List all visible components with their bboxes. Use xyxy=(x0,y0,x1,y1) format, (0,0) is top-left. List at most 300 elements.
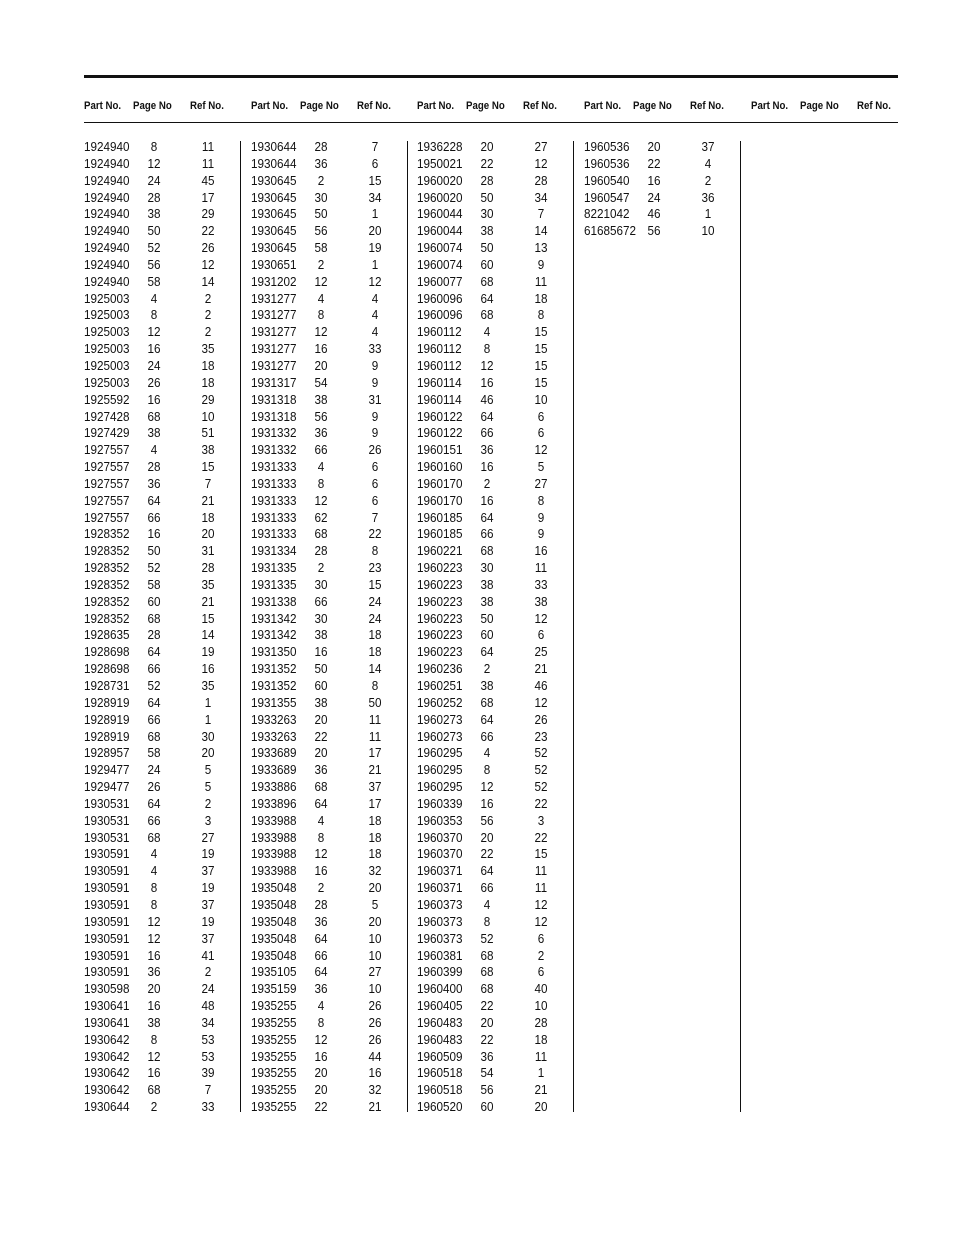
ref-number: 11 xyxy=(201,155,215,171)
page-number: 64 xyxy=(314,795,328,811)
ref-number: 18 xyxy=(534,290,548,306)
ref-number: 17 xyxy=(201,189,215,205)
ref-number: 11 xyxy=(368,711,382,727)
part-number: 1927557 xyxy=(84,509,130,525)
part-number: 1924940 xyxy=(84,172,130,188)
page-number: 16 xyxy=(147,391,161,407)
index-row xyxy=(251,964,401,981)
page-number: 60 xyxy=(480,627,494,643)
ref-number: 3 xyxy=(204,812,212,828)
part-number: 1960223 xyxy=(417,644,463,660)
part-number: 1933988 xyxy=(251,812,297,828)
part-number: 1960074 xyxy=(417,240,463,256)
page-number: 68 xyxy=(147,1082,161,1098)
ref-number: 14 xyxy=(201,627,215,643)
index-row xyxy=(251,493,401,510)
ref-number: 33 xyxy=(534,576,548,592)
part-number: 1960114 xyxy=(417,374,462,390)
ref-number: 20 xyxy=(201,526,215,542)
ref-number: 19 xyxy=(201,880,215,896)
ref-number: 20 xyxy=(201,745,215,761)
header-ref-no: Ref No. xyxy=(190,100,224,112)
index-row xyxy=(417,156,567,173)
index-row xyxy=(417,1049,567,1066)
ref-number: 48 xyxy=(201,998,215,1014)
page-number: 66 xyxy=(314,947,328,963)
part-number: 1930642 xyxy=(84,1031,130,1047)
ref-number: 45 xyxy=(201,172,215,188)
column-divider xyxy=(407,141,408,1112)
part-number: 1931335 xyxy=(251,576,297,592)
part-number: 1960223 xyxy=(417,627,463,643)
index-row xyxy=(84,392,234,409)
ref-number: 22 xyxy=(534,795,548,811)
page-number: 36 xyxy=(147,475,161,491)
ref-number: 32 xyxy=(368,1082,382,1098)
header-part-no: Part No. xyxy=(584,100,622,112)
index-row xyxy=(417,307,567,324)
page-number: 20 xyxy=(314,711,328,727)
part-number: 1960223 xyxy=(417,560,463,576)
index-row xyxy=(584,156,734,173)
page-number: 64 xyxy=(480,408,494,424)
column-divider xyxy=(740,141,741,1112)
page-number: 12 xyxy=(147,1048,161,1064)
index-row xyxy=(251,729,401,746)
ref-number: 22 xyxy=(201,223,215,239)
page-number: 2 xyxy=(150,1099,158,1115)
page-number: 24 xyxy=(147,172,161,188)
index-row xyxy=(84,459,234,476)
index-row xyxy=(251,661,401,678)
header-part-no: Part No. xyxy=(84,100,122,112)
page-number: 64 xyxy=(480,290,494,306)
ref-number: 10 xyxy=(534,391,548,407)
index-row xyxy=(251,779,401,796)
index-row xyxy=(251,510,401,527)
page-number: 64 xyxy=(147,644,161,660)
ref-number: 1 xyxy=(537,1065,545,1081)
page-number: 46 xyxy=(647,206,661,222)
part-number: 1925003 xyxy=(84,324,130,340)
part-number: 1931332 xyxy=(251,442,297,458)
part-number: 1960295 xyxy=(417,762,463,778)
page-number: 4 xyxy=(483,896,491,912)
page-number: 26 xyxy=(147,374,161,390)
ref-number: 2 xyxy=(204,324,212,340)
page-number: 38 xyxy=(480,576,494,592)
page-number: 68 xyxy=(480,307,494,323)
part-number: 1960400 xyxy=(417,981,463,997)
ref-number: 11 xyxy=(534,880,548,896)
page-number: 16 xyxy=(147,341,161,357)
index-row xyxy=(84,863,234,880)
page-number: 56 xyxy=(314,408,328,424)
page-number: 30 xyxy=(314,189,328,205)
page-number: 2 xyxy=(317,560,325,576)
ref-number: 35 xyxy=(201,678,215,693)
page-number: 58 xyxy=(147,745,161,761)
index-row xyxy=(84,948,234,965)
page-number: 50 xyxy=(147,543,161,559)
page-number: 36 xyxy=(314,913,328,929)
part-number: 1960236 xyxy=(417,661,463,677)
index-row xyxy=(417,863,567,880)
page-number: 66 xyxy=(147,661,161,677)
page-number: 8 xyxy=(317,307,325,323)
page-number: 60 xyxy=(314,678,328,693)
part-number: 1960112 xyxy=(417,324,462,340)
part-number: 1960170 xyxy=(417,475,463,491)
page-number: 4 xyxy=(150,846,158,862)
page-number: 50 xyxy=(314,206,328,222)
page-number: 36 xyxy=(314,981,328,997)
part-number: 1960273 xyxy=(417,711,463,727)
part-number: 1928352 xyxy=(84,543,130,559)
page-number: 38 xyxy=(314,391,328,407)
part-number: 1960273 xyxy=(417,728,463,744)
header-part-no: Part No. xyxy=(251,100,289,112)
page-number: 20 xyxy=(480,1014,494,1030)
page-number: 64 xyxy=(480,711,494,727)
page-number: 22 xyxy=(480,846,494,862)
ref-number: 53 xyxy=(201,1031,215,1047)
ref-number: 28 xyxy=(534,1014,548,1030)
index-row xyxy=(417,257,567,274)
page-number: 8 xyxy=(483,913,491,929)
header-page-no: Page No xyxy=(300,100,339,112)
part-number: 1960295 xyxy=(417,779,463,795)
index-row xyxy=(84,156,234,173)
index-row xyxy=(84,442,234,459)
page-number: 4 xyxy=(317,998,325,1014)
ref-number: 9 xyxy=(537,526,545,542)
part-number: 1931333 xyxy=(251,492,297,508)
ref-number: 27 xyxy=(534,475,548,491)
part-number: 1927557 xyxy=(84,442,130,458)
page-number: 12 xyxy=(314,846,328,862)
part-number: 1931333 xyxy=(251,509,297,525)
part-number: 1930591 xyxy=(84,880,130,896)
index-row xyxy=(251,190,401,207)
page-number: 38 xyxy=(314,627,328,643)
index-row xyxy=(417,1032,567,1049)
page-number: 66 xyxy=(480,425,494,441)
part-number: 1925003 xyxy=(84,357,130,373)
index-row xyxy=(84,644,234,661)
index-row xyxy=(84,526,234,543)
ref-number: 9 xyxy=(371,408,379,424)
ref-number: 28 xyxy=(534,172,548,188)
header-ref-no: Ref No. xyxy=(857,100,891,112)
index-row xyxy=(84,897,234,914)
page-number: 56 xyxy=(647,223,661,239)
page-number: 16 xyxy=(314,644,328,660)
ref-number: 12 xyxy=(534,896,548,912)
page-number: 4 xyxy=(483,324,491,340)
index-row xyxy=(84,425,234,442)
part-number: 1960074 xyxy=(417,256,463,272)
part-number: 1930531 xyxy=(84,795,130,811)
page-number: 68 xyxy=(480,981,494,997)
part-number: 1930641 xyxy=(84,1014,130,1030)
page-number: 38 xyxy=(480,223,494,239)
index-row xyxy=(417,190,567,207)
page-number: 8 xyxy=(150,1031,158,1047)
ref-number: 8 xyxy=(537,307,545,323)
ref-number: 9 xyxy=(371,357,379,373)
index-row xyxy=(251,931,401,948)
part-number: 1960373 xyxy=(417,930,463,946)
index-row xyxy=(251,375,401,392)
page-number: 30 xyxy=(314,610,328,626)
part-number: 1960185 xyxy=(417,526,463,542)
page-number: 60 xyxy=(147,593,161,609)
ref-number: 36 xyxy=(701,189,715,205)
ref-number: 20 xyxy=(368,223,382,239)
part-number: 1930591 xyxy=(84,896,130,912)
part-number: 1933263 xyxy=(251,711,297,727)
part-number: 1960353 xyxy=(417,812,463,828)
index-row xyxy=(251,644,401,661)
ref-number: 20 xyxy=(534,1099,548,1115)
part-number: 1960483 xyxy=(417,1014,463,1030)
index-row xyxy=(251,914,401,931)
ref-number: 31 xyxy=(201,543,215,559)
page-number: 2 xyxy=(483,475,491,491)
part-number: 1935048 xyxy=(251,880,297,896)
index-row xyxy=(84,139,234,156)
part-number: 1931333 xyxy=(251,475,297,491)
part-number: 1933988 xyxy=(251,829,297,845)
page-number: 8 xyxy=(150,880,158,896)
part-number: 1928919 xyxy=(84,711,130,727)
index-row xyxy=(417,1082,567,1099)
ref-number: 37 xyxy=(201,896,215,912)
part-number: 1927428 xyxy=(84,408,130,424)
ref-number: 52 xyxy=(534,745,548,761)
index-row xyxy=(84,627,234,644)
index-row xyxy=(251,257,401,274)
index-row xyxy=(84,964,234,981)
header-rule xyxy=(84,122,898,123)
ref-number: 11 xyxy=(534,273,548,289)
index-row xyxy=(84,1032,234,1049)
part-number: 1960483 xyxy=(417,1031,463,1047)
ref-number: 33 xyxy=(368,341,382,357)
index-row xyxy=(251,863,401,880)
part-number: 1935255 xyxy=(251,1065,297,1081)
page-number: 8 xyxy=(317,1014,325,1030)
header-ref-no: Ref No. xyxy=(690,100,724,112)
index-row xyxy=(84,661,234,678)
ref-number: 6 xyxy=(537,964,545,980)
page-number: 8 xyxy=(150,896,158,912)
page-number: 68 xyxy=(480,273,494,289)
part-number: 1924940 xyxy=(84,155,130,171)
index-row xyxy=(251,156,401,173)
index-row xyxy=(84,510,234,527)
part-number: 1960096 xyxy=(417,290,463,306)
page-number: 58 xyxy=(147,273,161,289)
page-number: 26 xyxy=(147,779,161,795)
index-row xyxy=(417,392,567,409)
index-row xyxy=(251,274,401,291)
part-number: 1931318 xyxy=(251,408,297,424)
part-number: 1930591 xyxy=(84,863,130,879)
part-number: 1935105 xyxy=(251,964,297,980)
ref-number: 4 xyxy=(704,155,712,171)
ref-number: 15 xyxy=(534,357,548,373)
part-number: 1960251 xyxy=(417,678,463,693)
ref-number: 38 xyxy=(201,442,215,458)
part-number: 1960547 xyxy=(584,189,630,205)
part-number: 1960399 xyxy=(417,964,463,980)
page-number: 20 xyxy=(647,139,661,154)
part-number: 1930531 xyxy=(84,812,130,828)
ref-number: 22 xyxy=(534,829,548,845)
ref-number: 5 xyxy=(371,896,379,912)
ref-number: 1 xyxy=(204,711,212,727)
part-number: 1930645 xyxy=(251,240,297,256)
page-number: 68 xyxy=(147,610,161,626)
index-row xyxy=(251,594,401,611)
page-number: 50 xyxy=(147,223,161,239)
part-number: 1933689 xyxy=(251,745,297,761)
page-number: 16 xyxy=(314,1048,328,1064)
part-number: 1928352 xyxy=(84,593,130,609)
page-number: 68 xyxy=(480,694,494,710)
part-number: 1960112 xyxy=(417,357,462,373)
page-number: 60 xyxy=(480,256,494,272)
page-number: 30 xyxy=(480,206,494,222)
page-number: 38 xyxy=(314,694,328,710)
page-number: 64 xyxy=(314,964,328,980)
ref-number: 30 xyxy=(201,728,215,744)
index-row xyxy=(251,830,401,847)
index-row xyxy=(84,543,234,560)
ref-number: 12 xyxy=(534,155,548,171)
page-number: 12 xyxy=(314,273,328,289)
index-row xyxy=(417,510,567,527)
page-number: 4 xyxy=(317,459,325,475)
page-number: 4 xyxy=(317,812,325,828)
index-row xyxy=(251,1099,401,1116)
part-number: 1931317 xyxy=(251,374,297,390)
index-row xyxy=(251,240,401,257)
top-rule xyxy=(84,75,898,78)
ref-number: 8 xyxy=(537,492,545,508)
part-number: 1960077 xyxy=(417,273,463,289)
part-number: 1935048 xyxy=(251,947,297,963)
page-number: 16 xyxy=(314,863,328,879)
part-number: 61685672 xyxy=(584,223,637,239)
ref-number: 23 xyxy=(368,560,382,576)
index-row xyxy=(84,291,234,308)
page-number: 38 xyxy=(147,425,161,441)
page-number: 22 xyxy=(314,728,328,744)
index-row xyxy=(84,324,234,341)
part-number: 1960044 xyxy=(417,206,463,222)
ref-number: 15 xyxy=(534,324,548,340)
part-number: 1924940 xyxy=(84,189,130,205)
index-row xyxy=(251,1065,401,1082)
page-number: 12 xyxy=(147,324,161,340)
index-row xyxy=(251,459,401,476)
ref-number: 2 xyxy=(204,307,212,323)
page-number: 28 xyxy=(480,172,494,188)
index-row xyxy=(417,627,567,644)
page-number: 12 xyxy=(314,324,328,340)
ref-number: 17 xyxy=(368,795,382,811)
part-number: 1927557 xyxy=(84,492,130,508)
ref-number: 2 xyxy=(204,795,212,811)
index-row xyxy=(251,745,401,762)
part-number: 1924940 xyxy=(84,256,130,272)
index-row xyxy=(417,1099,567,1116)
part-number: 1928957 xyxy=(84,745,130,761)
index-row xyxy=(417,897,567,914)
ref-number: 5 xyxy=(204,779,212,795)
part-number: 1927557 xyxy=(84,475,130,491)
ref-number: 20 xyxy=(368,880,382,896)
ref-number: 46 xyxy=(534,678,548,693)
part-number: 1950021 xyxy=(417,155,463,171)
part-number: 1960405 xyxy=(417,998,463,1014)
index-row xyxy=(84,577,234,594)
ref-number: 26 xyxy=(368,1031,382,1047)
index-row xyxy=(251,1049,401,1066)
page-number: 24 xyxy=(647,189,661,205)
ref-number: 34 xyxy=(201,1014,215,1030)
page-number: 68 xyxy=(480,947,494,963)
page-number: 56 xyxy=(480,1082,494,1098)
index-row xyxy=(251,796,401,813)
part-number: 1931352 xyxy=(251,661,297,677)
ref-number: 44 xyxy=(368,1048,382,1064)
ref-number: 31 xyxy=(368,391,382,407)
index-row xyxy=(417,611,567,628)
part-number: 1935048 xyxy=(251,913,297,929)
ref-number: 37 xyxy=(201,930,215,946)
page-number: 30 xyxy=(480,560,494,576)
index-row xyxy=(251,139,401,156)
ref-number: 18 xyxy=(534,1031,548,1047)
ref-number: 7 xyxy=(371,509,379,525)
ref-number: 18 xyxy=(201,509,215,525)
index-row xyxy=(84,846,234,863)
index-row xyxy=(84,594,234,611)
ref-number: 26 xyxy=(368,998,382,1014)
page-number: 8 xyxy=(483,341,491,357)
ref-number: 27 xyxy=(201,829,215,845)
ref-number: 39 xyxy=(201,1065,215,1081)
index-row xyxy=(251,998,401,1015)
part-number: 1930642 xyxy=(84,1082,130,1098)
ref-number: 17 xyxy=(368,745,382,761)
page-number: 56 xyxy=(480,812,494,828)
page-number: 8 xyxy=(150,307,158,323)
part-number: 1930641 xyxy=(84,998,130,1014)
index-row xyxy=(84,476,234,493)
ref-number: 26 xyxy=(368,442,382,458)
ref-number: 15 xyxy=(368,576,382,592)
ref-number: 18 xyxy=(368,627,382,643)
page-number: 16 xyxy=(147,526,161,542)
ref-number: 19 xyxy=(368,240,382,256)
part-number: 1931333 xyxy=(251,459,297,475)
part-number: 1931352 xyxy=(251,678,297,693)
